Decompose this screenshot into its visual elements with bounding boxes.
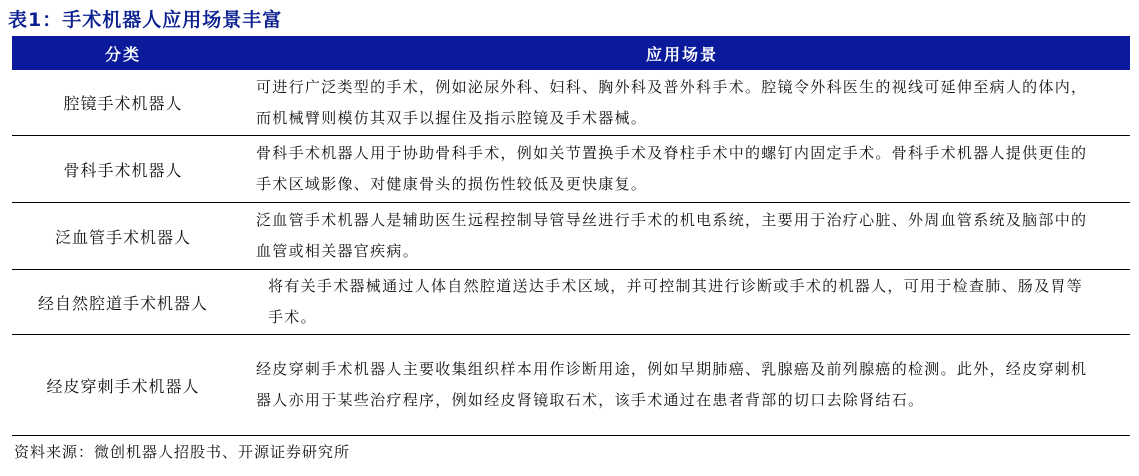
- header-application: 应用场景: [645, 44, 718, 64]
- table-row: [12, 335, 1130, 436]
- row-category: 腔镜手术机器人: [63, 94, 183, 113]
- row-category: 经皮穿刺手术机器人: [46, 376, 200, 396]
- row-description-cell: [234, 270, 1130, 334]
- source-note: 资料来源：微创机器人招股书、开源证券研究所: [14, 443, 351, 461]
- table-row: [12, 70, 1130, 136]
- row-category: 泛血管手术机器人: [54, 227, 191, 247]
- row-description: 骨科手术机器人用于协助骨科手术，例如关节置换手术及脊柱手术中的螺钉内固定手术。骨科手术机器人提供更佳的手术区域影像、对健康骨头的损伤性较低及更快康复。: [256, 144, 1088, 193]
- row-category: 骨科手术机器人: [63, 160, 183, 180]
- table-header: [12, 36, 1130, 70]
- row-description: 可进行广泛类型的手术，例如泌尿外科、妇科、胸外科及普外科手术。腔镜令外科医生的视线可延伸至病人的体内，而机械臂则模仿其双手以握住及指示腔镜及手术器械。: [256, 77, 1088, 127]
- row-description: 经皮穿刺手术机器人主要收集组织样本用作诊断用途，例如早期肺癌、乳腺癌及前列腺癌的检测。此外，经皮穿刺机器人亦用于某些治疗程序，例如经皮肾镜取石术，该手术通过在患者背部的切口去除肾结石。: [256, 360, 1088, 409]
- application-table: [12, 36, 1130, 436]
- table-title: 表1：手术机器人应用场景丰富: [8, 9, 283, 31]
- row-description: 将有关手术器械通过人体自然腔道送达手术区域，并可控制其进行诊断或手术的机器人，可用于检查肺、肠及胃等手术。: [268, 277, 1084, 326]
- row-description-cell: [234, 335, 1130, 435]
- row-description-cell: [234, 136, 1130, 202]
- table-row: [12, 203, 1130, 270]
- header-category: 分类: [104, 44, 141, 64]
- row-description-cell: [234, 70, 1130, 135]
- table-row: [12, 136, 1130, 203]
- row-category: 经自然腔道手术机器人: [37, 293, 208, 313]
- row-description-cell: [234, 203, 1130, 269]
- table-row: [12, 270, 1130, 335]
- row-description: 泛血管手术机器人是辅助医生远程控制导管导丝进行手术的机电系统，主要用于治疗心脏、外周血管系统及脑部中的血管或相关器官疾病。: [256, 211, 1088, 260]
